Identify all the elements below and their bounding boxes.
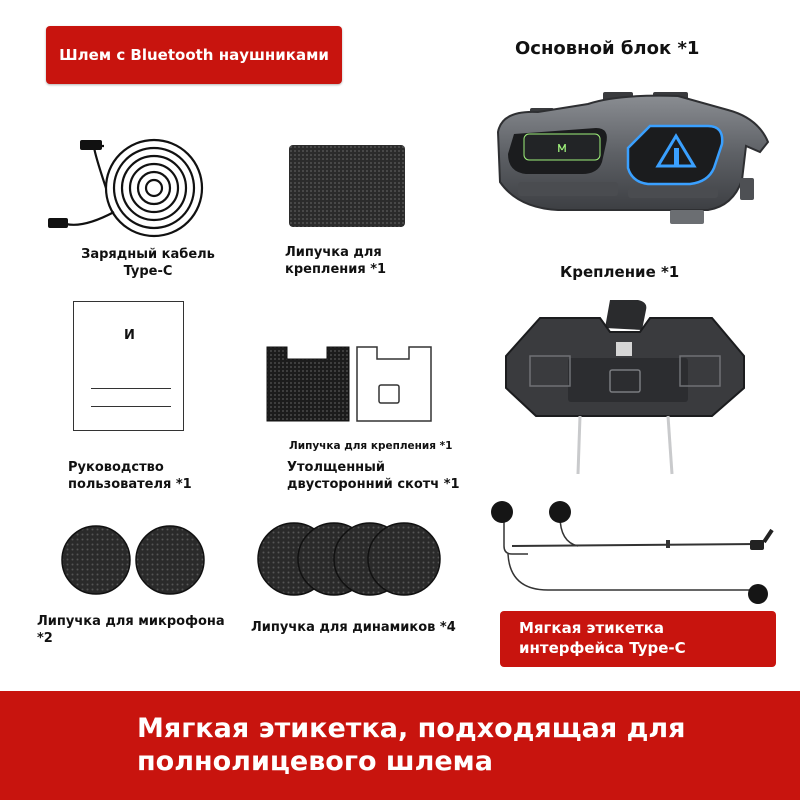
- mic-velcro-label-line1: Липучка для микрофона: [37, 614, 225, 629]
- bottom-banner-line1: Мягкая этикетка, подходящая для: [137, 713, 686, 744]
- coiled-cable-icon: [44, 132, 204, 244]
- typec-badge-line2: интерфейса Type-C: [519, 639, 686, 657]
- mic-velcro-label-line2: *2: [37, 631, 53, 646]
- velcro-mount-label-line1: Липучка для: [285, 245, 382, 260]
- round-velcro-icon: [368, 523, 440, 595]
- mount-image: [500, 298, 750, 478]
- tape-label-line2: двусторонний скотч *1: [287, 477, 460, 492]
- mic-velcro-label: [37, 613, 225, 647]
- tape-small-label: Липучка для крепления *1: [289, 440, 453, 452]
- typec-badge-line1: Мягкая этикетка: [519, 619, 664, 637]
- cable-label-line1: Зарядный кабель: [81, 247, 215, 262]
- main-unit-title: Основной блок *1: [515, 38, 700, 59]
- header-badge-label: Шлем с Bluetooth наушниками: [59, 46, 329, 64]
- main-unit-image: [478, 82, 778, 232]
- cable-label: [68, 246, 228, 280]
- velcro-pad-icon: [289, 145, 405, 227]
- typec-badge: [500, 611, 776, 667]
- manual-icon: [73, 301, 184, 431]
- headset-cable-image: [488, 492, 778, 606]
- tape-label: [287, 459, 460, 493]
- double-sided-tape-icon: [265, 345, 435, 423]
- round-velcro-icon: [62, 526, 130, 594]
- bottom-banner: [0, 691, 800, 800]
- manual-line-2: [91, 406, 171, 407]
- speaker-velcro-icons: [256, 520, 442, 598]
- velcro-mount-label: [285, 244, 386, 278]
- manual-label-line2: пользователя *1: [68, 477, 192, 492]
- manual-line-1: [91, 388, 171, 389]
- mic-velcro-icons: [60, 522, 204, 598]
- tape-label-line1: Утолщенный: [287, 460, 386, 475]
- speaker-velcro-label: Липучка для динамиков *4: [251, 620, 456, 635]
- round-velcro-icon: [136, 526, 204, 594]
- cable-label-line2: Type-C: [123, 264, 173, 279]
- bottom-banner-line2: полнолицевого шлема: [137, 746, 493, 777]
- mount-title: Крепление *1: [560, 263, 680, 281]
- manual-cover-text: И: [124, 328, 135, 343]
- velcro-mount-label-line2: крепления *1: [285, 262, 387, 277]
- manual-label: [68, 459, 192, 493]
- unit-screen-text: м: [557, 140, 567, 156]
- header-badge: [46, 26, 342, 84]
- manual-label-line1: Руководство: [68, 460, 164, 475]
